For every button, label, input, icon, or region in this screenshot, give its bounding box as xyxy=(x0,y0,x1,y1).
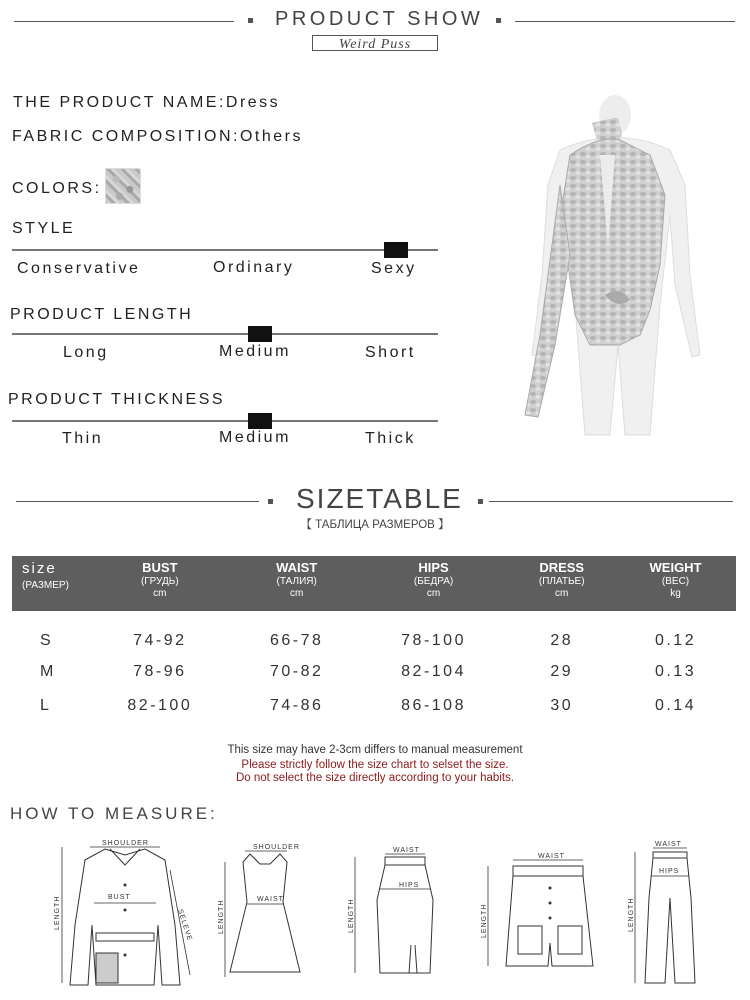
col-size-sub: (РАЗМЕР) xyxy=(22,580,69,591)
col-bust-name: BUST xyxy=(142,560,178,575)
pants-length-label: LENGTH xyxy=(628,897,635,932)
col-hips xyxy=(359,556,509,611)
cell-bust: 74-92 xyxy=(133,631,187,649)
col-waist-name: WAIST xyxy=(276,560,318,575)
cell-weight: 0.12 xyxy=(654,631,697,649)
length-heading: PRODUCT LENGTH xyxy=(10,306,194,323)
measure-heading: HOW TO MEASURE: xyxy=(10,804,218,823)
sizetable-subtitle: 【 ТАБЛИЦА РАЗМЕРОВ 】 xyxy=(300,519,450,531)
thickness-option-medium: Medium xyxy=(219,429,291,446)
jacket-measure-figure xyxy=(50,835,200,990)
shoulder-label: SHOULDER xyxy=(102,840,149,847)
dress-length-label: LENGTH xyxy=(218,899,225,934)
shorts-length-label: LENGTH xyxy=(481,903,488,938)
skirt-length-label: LENGTH xyxy=(348,898,355,933)
header-line-left xyxy=(14,21,234,22)
header-dot-left xyxy=(248,18,253,23)
sizetable-title: SIZETABLE xyxy=(296,483,463,514)
dress-measure-figure xyxy=(215,842,305,982)
col-waist xyxy=(235,556,359,611)
note-habits: Do not select the size directly according to your habits. xyxy=(235,772,515,784)
col-waist-unit: cm xyxy=(290,588,304,599)
cell-hips: 82-104 xyxy=(401,662,466,680)
cell-waist: 66-78 xyxy=(269,631,324,649)
shorts-waist-label: WAIST xyxy=(538,853,565,860)
style-option-conservative: Conservative xyxy=(17,260,141,277)
col-size xyxy=(12,556,85,611)
header-line-right xyxy=(515,21,735,22)
skirt-measure-figure xyxy=(345,845,445,980)
brand-box xyxy=(312,35,438,51)
length-scale xyxy=(12,333,438,335)
cell-dress: 28 xyxy=(550,631,574,649)
length-option-long: Long xyxy=(63,344,109,361)
cell-hips: 78-100 xyxy=(401,631,466,649)
cell-waist: 74-86 xyxy=(269,696,324,714)
col-weight xyxy=(615,556,736,611)
cell-size: M xyxy=(40,662,56,680)
table-row xyxy=(12,656,736,687)
thickness-option-thick: Thick xyxy=(365,430,416,447)
pants-waist-label: WAIST xyxy=(655,841,682,848)
shorts-measure-figure xyxy=(478,848,613,973)
col-size-name: size xyxy=(22,560,57,577)
thickness-scale xyxy=(12,420,438,422)
col-dress-sub: (ПЛАТЬЕ) xyxy=(538,576,585,587)
cell-size: S xyxy=(40,631,54,649)
col-hips-unit: cm xyxy=(426,588,441,599)
col-hips-name: HIPS xyxy=(418,560,449,575)
style-option-ordinary: Ordinary xyxy=(213,259,295,276)
note-measurement: This size may have 2-3cm differs to manual measurement xyxy=(227,744,523,756)
cell-bust: 82-100 xyxy=(127,696,193,714)
note-follow-chart: Please strictly follow the size chart to selset the size. xyxy=(241,759,509,771)
thickness-marker xyxy=(248,413,272,429)
col-bust-unit: cm xyxy=(153,588,167,599)
cell-weight: 0.14 xyxy=(654,696,697,714)
col-weight-unit: kg xyxy=(670,588,681,599)
selve-label: SELEVE xyxy=(176,908,194,943)
length-option-short: Short xyxy=(365,344,416,361)
sizetable-dot-left xyxy=(268,499,273,504)
col-dress-unit: cm xyxy=(555,588,569,599)
page-title: PRODUCT SHOW xyxy=(275,8,484,30)
thickness-heading: PRODUCT THICKNESS xyxy=(8,391,226,408)
color-swatch[interactable] xyxy=(105,168,141,204)
style-marker xyxy=(384,242,408,258)
cell-hips: 86-108 xyxy=(401,696,466,714)
col-dress xyxy=(508,556,615,611)
col-waist-sub: (ТАЛИЯ) xyxy=(276,576,317,587)
style-heading: STYLE xyxy=(12,220,76,237)
header-dot-right xyxy=(496,18,501,23)
col-bust xyxy=(85,556,235,611)
sizetable-line-right xyxy=(489,501,733,502)
col-weight-sub: (ВЕС) xyxy=(661,576,690,587)
product-name: THE PRODUCT NAME:Dress xyxy=(13,94,281,111)
skirt-hips-label: HIPS xyxy=(399,882,420,889)
pants-hips-label: HIPS xyxy=(659,868,680,875)
cell-dress: 30 xyxy=(550,696,574,714)
col-hips-sub: (БЕДРА) xyxy=(413,576,454,587)
style-scale xyxy=(12,249,438,251)
table-row xyxy=(12,625,736,656)
length-marker xyxy=(248,326,272,342)
cell-dress: 29 xyxy=(550,662,574,680)
cell-size: L xyxy=(40,696,52,714)
dress-shoulder-label: SHOULDER xyxy=(253,844,300,851)
dress-waist-label: WAIST xyxy=(257,896,284,903)
thickness-option-thin: Thin xyxy=(62,430,104,447)
sizetable-line-left xyxy=(16,501,259,502)
sizetable-dot-right xyxy=(478,499,483,504)
col-dress-name: DRESS xyxy=(539,560,585,575)
table-row xyxy=(12,687,736,724)
cell-weight: 0.13 xyxy=(654,662,697,680)
colors-label: COLORS: xyxy=(12,180,102,197)
size-table-header xyxy=(12,556,736,611)
cell-waist: 70-82 xyxy=(269,662,324,680)
product-photo xyxy=(500,95,730,465)
length-option-medium: Medium xyxy=(219,343,291,360)
cell-bust: 78-96 xyxy=(133,662,187,680)
size-table xyxy=(12,556,736,724)
style-option-sexy: Sexy xyxy=(371,260,417,277)
skirt-waist-label: WAIST xyxy=(393,847,420,854)
length-label: LENGTH xyxy=(54,895,61,930)
col-weight-name: WEIGHT xyxy=(649,560,702,575)
bust-label: BUST xyxy=(108,894,131,901)
brand-name: Weird Puss xyxy=(338,37,412,52)
col-bust-sub: (ГРУДЬ) xyxy=(140,576,179,587)
fabric-composition: FABRIC COMPOSITION:Others xyxy=(12,128,303,145)
pants-measure-figure xyxy=(625,838,725,988)
